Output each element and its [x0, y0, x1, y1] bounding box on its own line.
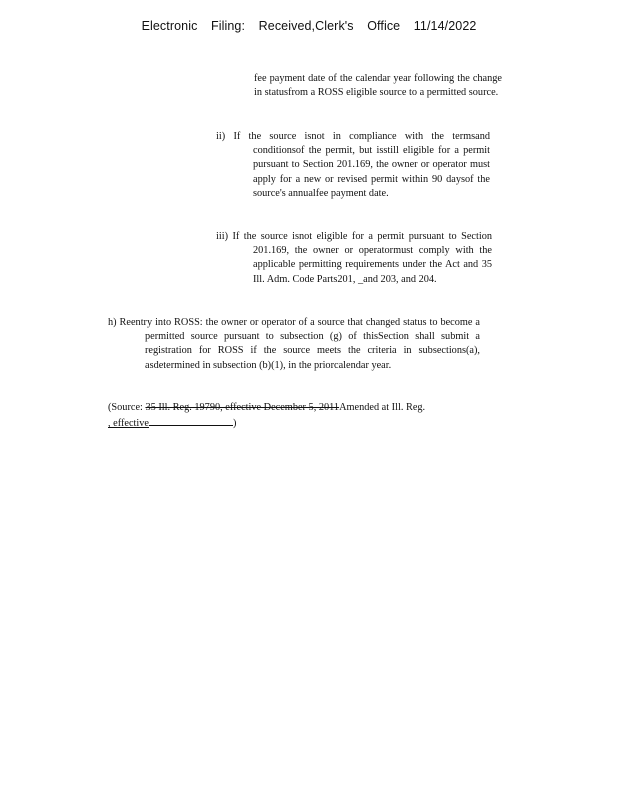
source-struck-citation: 35 Ill. Reg. 19790, effective December 5, 2011 — [145, 402, 340, 413]
item-iii-text: If the source isnot eligible for a permit pursuant to Section 201.169, the owner or operatormust comply with the applicable permitting requirements under the Act and 35 Ill. Adm. Code Parts201, _and 203, and 204. — [232, 231, 492, 285]
source-effective: , effective — [108, 418, 149, 430]
item-h-text: Reentry into ROSS: the owner or operator of a source that changed status to become a permitted source pursuant to subsection (g) of thisSection shall submit a registration for ROSS if the source meets the criteria in subsections(a), asdetermined in subsection (b)(1), in the priorcalendar year. — [119, 317, 480, 371]
filing-header: Electronic Filing: Received,Clerk's Office 11/14/2022 — [141, 19, 477, 33]
continuation-text: fee payment date of the calendar year following the change in statusfrom a ROSS eligible source to a permitted source. — [254, 73, 502, 99]
item-h-marker: h) — [108, 317, 117, 328]
item-ii-text: If the source isnot in compliance with the termsand conditionsof the permit, but isstill eligible for a permit pursuant to Section 201.169, the owner or operator must apply for a new or revised permit within 90 daysof the source's annualfee payment date. — [233, 131, 491, 199]
fee-payment-continuation — [254, 72, 502, 100]
item-ii — [216, 130, 490, 201]
item-ii-marker: ii) — [216, 131, 226, 142]
source-amended: Amended at Ill. Reg. — [339, 402, 426, 413]
source-note — [108, 401, 488, 431]
item-iii-marker: iii) — [216, 231, 229, 242]
effective-date-blank — [149, 415, 233, 426]
item-h-reentry — [108, 316, 480, 373]
source-prefix: (Source: — [108, 402, 143, 413]
source-close: ) — [232, 418, 237, 430]
item-iii — [216, 230, 492, 287]
